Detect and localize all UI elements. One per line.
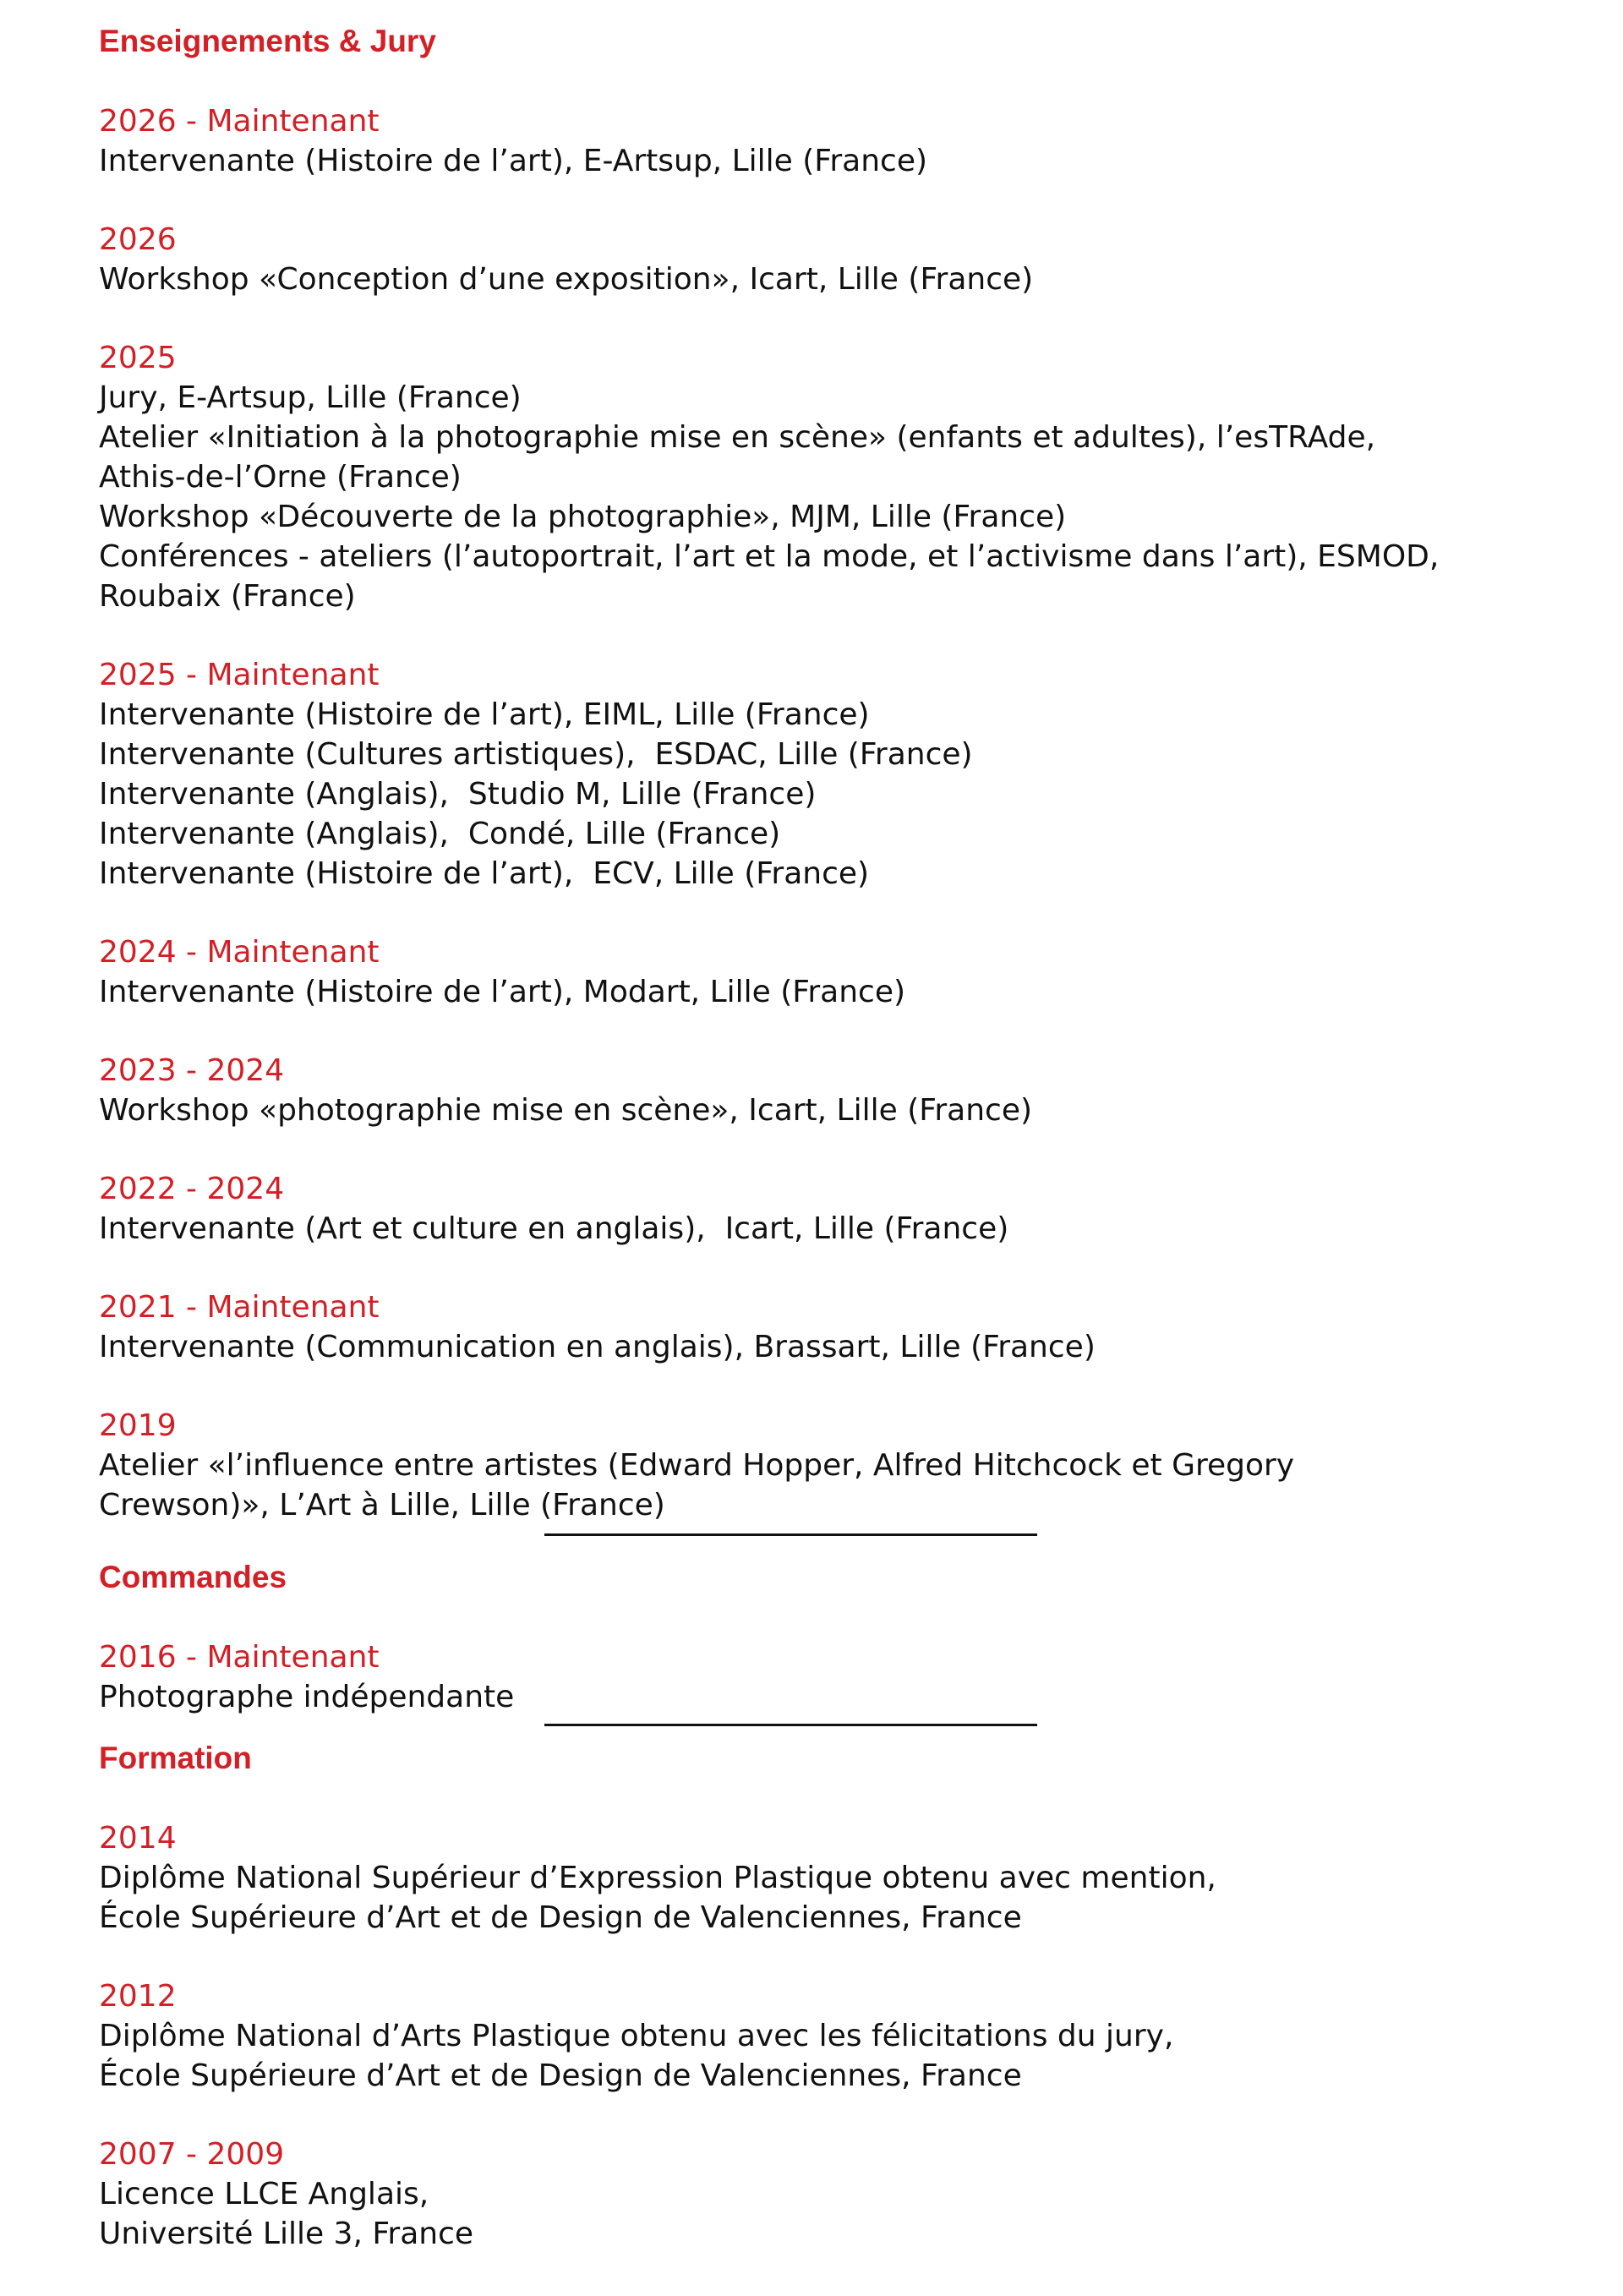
entry-line: Intervenante (Cultures artistiques), ESDAC, Lille (France) xyxy=(99,737,973,772)
entry-line: Intervenante (Histoire de l’art), EIML, Lille (France) xyxy=(99,697,870,732)
cv-entry xyxy=(99,101,1536,181)
cv-entry xyxy=(99,1169,1536,1249)
entry-line: Jury, E-Artsup, Lille (France) xyxy=(99,380,522,415)
entry-period: 2026 xyxy=(99,222,177,257)
cv-section-3 xyxy=(99,1738,1536,2254)
entry-line: Intervenante (Art et culture en anglais), Icart, Lille (France) xyxy=(99,1211,1009,1246)
cv-section-1 xyxy=(99,21,1536,1525)
cv-entry xyxy=(99,1287,1536,1367)
cv-entry xyxy=(99,1406,1536,1525)
entry-period: 2019 xyxy=(99,1408,177,1443)
entry-line: Diplôme National Supérieur d’Expression Plastique obtenu avec mention, xyxy=(99,1861,1216,1895)
entry-line: Intervenante (Communication en anglais), Brassart, Lille (France) xyxy=(99,1330,1096,1364)
entry-line: Diplôme National d’Arts Plastique obtenu avec les félicitations du jury, xyxy=(99,2019,1174,2053)
entry-line: Crewson)», L’Art à Lille, Lille (France) xyxy=(99,1488,665,1522)
cv-entry xyxy=(99,1637,1536,1717)
cv-entry xyxy=(99,338,1536,616)
entry-line: École Supérieure d’Art et de Design de Valenciennes, France xyxy=(99,1900,1022,1935)
entry-period: 2026 - Maintenant xyxy=(99,104,380,139)
entry-line: Atelier «l’influence entre artistes (Edward Hopper, Alfred Hitchcock et Gregory xyxy=(99,1448,1295,1483)
cv-entry xyxy=(99,1976,1536,2096)
cv-entry xyxy=(99,1818,1536,1938)
cv-entry xyxy=(99,655,1536,894)
cv-entry xyxy=(99,1051,1536,1130)
entry-period: 2021 - Maintenant xyxy=(99,1290,380,1325)
entry-period: 2014 xyxy=(99,1821,177,1856)
cv-entry xyxy=(99,2135,1536,2254)
entry-period: 2023 - 2024 xyxy=(99,1053,285,1088)
cv-entry xyxy=(99,932,1536,1012)
entry-line: Intervenante (Histoire de l’art), ECV, Lille (France) xyxy=(99,856,870,891)
cv-entry xyxy=(99,220,1536,299)
entry-line: Workshop «Conception d’une exposition», Icart, Lille (France) xyxy=(99,262,1034,297)
entry-line: Intervenante (Anglais), Studio M, Lille (France) xyxy=(99,777,817,812)
entry-line: Roubaix (France) xyxy=(99,579,356,614)
entry-line: Intervenante (Histoire de l’art), Modart, Lille (France) xyxy=(99,975,906,1009)
entry-period: 2024 - Maintenant xyxy=(99,935,380,970)
entry-line: Intervenante (Histoire de l’art), E-Artsup, Lille (France) xyxy=(99,144,928,178)
entry-line: Licence LLCE Anglais, xyxy=(99,2177,429,2211)
entry-line: Intervenante (Anglais), Condé, Lille (France) xyxy=(99,817,781,851)
entry-line: Conférences - ateliers (l’autoportrait, l’art et la mode, et l’activisme dans l’art), ESMOD, xyxy=(99,539,1440,574)
entry-line: Atelier «Initiation à la photographie mise en scène» (enfants et adultes), l’esTRAde, xyxy=(99,420,1376,455)
entry-line: Workshop «Découverte de la photographie», MJM, Lille (France) xyxy=(99,500,1067,534)
entry-period: 2012 xyxy=(99,1979,177,2014)
entry-period: 2025 xyxy=(99,341,177,375)
section-divider xyxy=(544,1724,1037,1726)
section-title: Formation xyxy=(99,1741,252,1775)
entry-line: École Supérieure d’Art et de Design de Valenciennes, France xyxy=(99,2058,1022,2093)
entry-period: 2025 - Maintenant xyxy=(99,658,380,692)
entry-line: Université Lille 3, France xyxy=(99,2217,474,2251)
cv-section-2 xyxy=(99,1557,1536,1717)
entry-line: Athis-de-l’Orne (France) xyxy=(99,460,462,495)
cv-document xyxy=(99,0,1536,2254)
section-title: Enseignements & Jury xyxy=(99,24,436,58)
entry-period: 2022 - 2024 xyxy=(99,1172,285,1206)
entry-period: 2007 - 2009 xyxy=(99,2137,285,2172)
entry-line: Workshop «photographie mise en scène», Icart, Lille (France) xyxy=(99,1093,1033,1128)
section-title: Commandes xyxy=(99,1560,287,1594)
section-divider xyxy=(544,1533,1037,1536)
entry-line: Photographe indépendante xyxy=(99,1677,1527,1717)
entry-period: 2016 - Maintenant xyxy=(99,1640,380,1675)
